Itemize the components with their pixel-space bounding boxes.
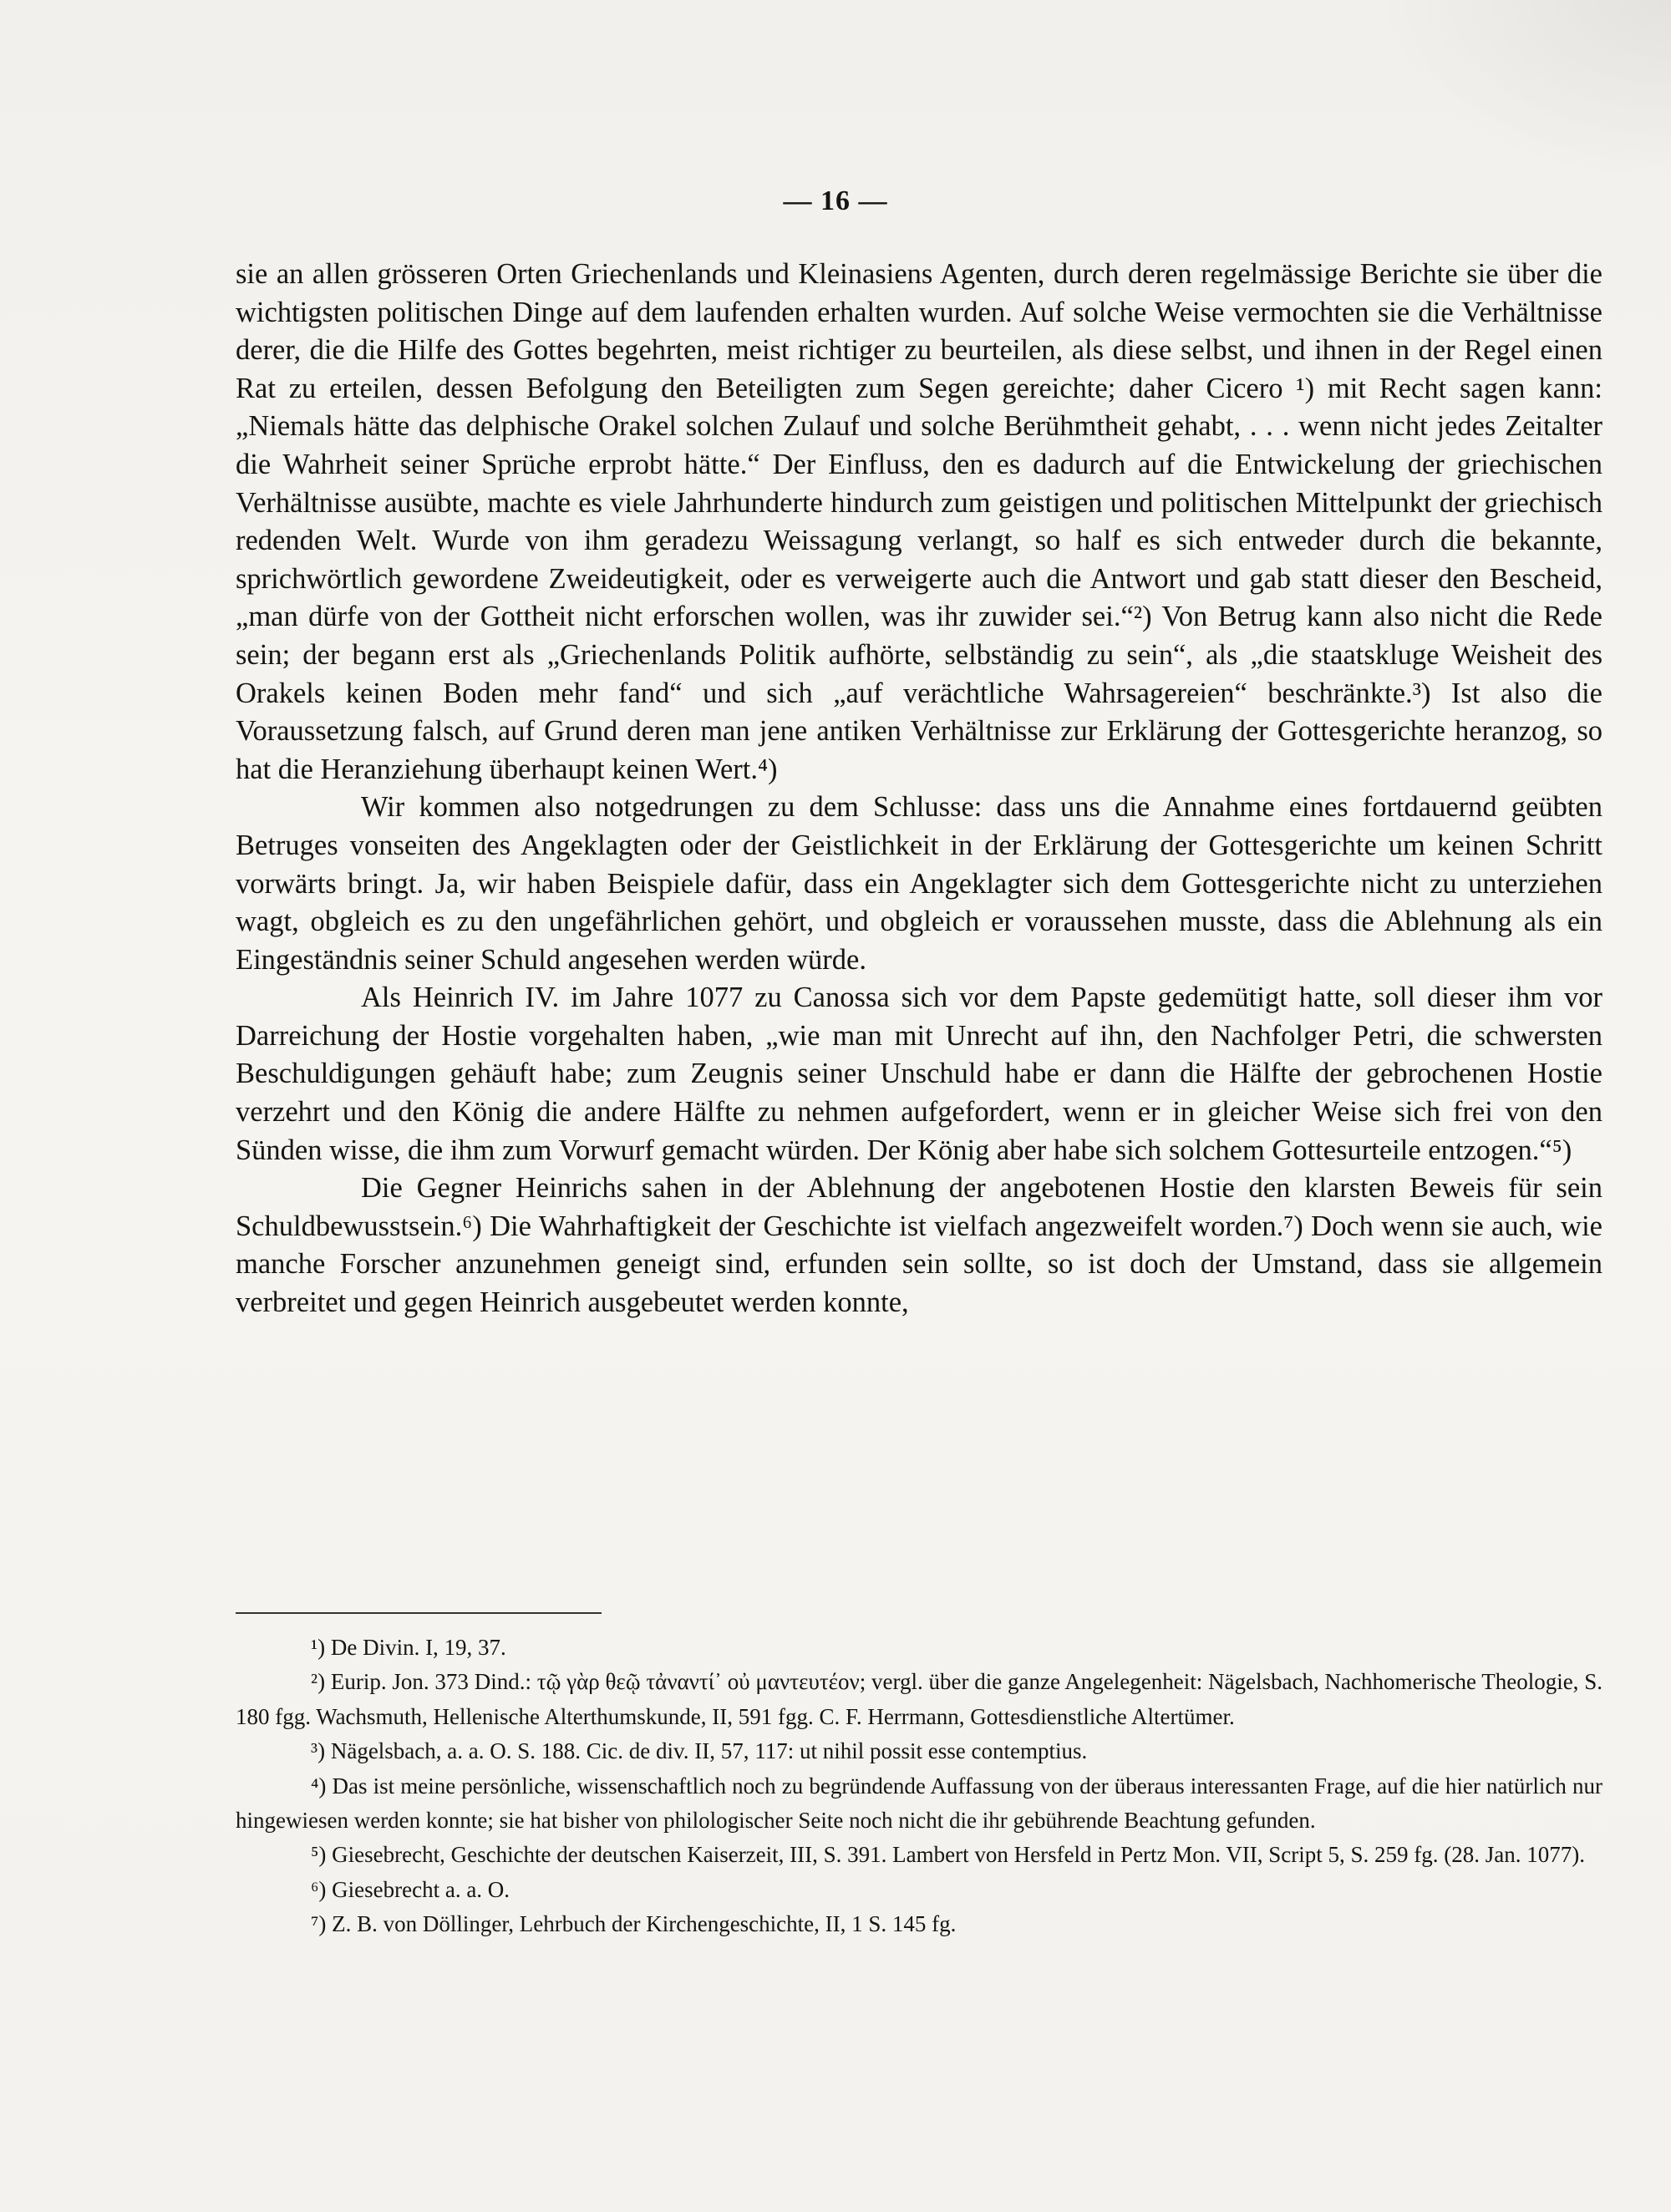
paragraph-1: sie an allen grösseren Orten Griechenlands und Kleinasiens Agenten, durch deren regelmässige Berichte sie über die wichtigsten politischen Dinge auf dem laufenden erhalten wurden. Auf solche Weise vermochten sie die Verhältnisse derer, die die Hilfe des Gottes begehrten, meist richtiger zu beurteilen, als diese selbst, und ihnen in der Regel einen Rat zu erteilen, dessen Befolgung den Beteiligten zum Segen gereichte; daher Cicero ¹) mit Recht sagen kann: „Niemals hätte das delphische Orakel solchen Zulauf und solche Berühmtheit gehabt, . . . wenn nicht jedes Zeitalter die Wahrheit seiner Sprüche erprobt hätte.“ Der Einfluss, den es dadurch auf die Entwickelung der griechischen Verhältnisse ausübte, machte es viele Jahrhunderte hindurch zum geistigen und politischen Mittelpunkt der griechisch redenden Welt. Wurde von ihm geradezu Weissagung verlangt, so half es sich entweder durch die bekannte, sprichwörtlich gewordene Zweideutigkeit, oder es verweigerte auch die Antwort und gab statt dieser den Bescheid, „man dürfe von der Gottheit nicht erforschen wollen, was ihr zuwider sei.“²) Von Betrug kann also nicht die Rede sein; der begann erst als „Griechenlands Politik aufhörte, selbständig zu sein“, als „die staatskluge Weisheit des Orakels keinen Boden mehr fand“ und sich „auf verächtliche Wahrsagereien“ beschränkte.³) Ist also die Voraussetzung falsch, auf Grund deren man jene antiken Verhältnisse zur Erklärung der Gottesgerichte heranzog, so hat die Heranziehung überhaupt keinen Wert.⁴)	[236, 258, 1602, 785]
footnote-3: ³) Nägelsbach, a. a. O. S. 188. Cic. de div. II, 57, 117: ut nihil possit esse contemptius.	[311, 1738, 1088, 1764]
footnote-7: ⁷) Z. B. von Döllinger, Lehrbuch der Kirchengeschichte, II, 1 S. 145 fg.	[311, 1911, 957, 1937]
footnote-2: ²) Eurip. Jon. 373 Dind.: τῷ γὰρ θεῷ τἀναντί᾽ οὐ μαντευτέον; vergl. über die ganze Angelegenheit: Nägelsbach, Nachhomerische Theologie, S. 180 fgg. Wachsmuth, Hellenische Alterthumskunde, II, 591 fgg. C. F. Herrmann, Gottesdienstliche Altertümer.	[236, 1669, 1602, 1729]
paragraph-2: Wir kommen also notgedrungen zu dem Schlusse: dass uns die Annahme eines fortdauernd geübten Betruges vonseiten des Angeklagten oder der Geistlichkeit in der Erklärung der Gottesgerichte um keinen Schritt vorwärts bringt. Ja, wir haben Beispiele dafür, dass ein Angeklagter sich dem Gottesgerichte nicht zu unterziehen wagt, obgleich es zu den ungefährlichen gehört, und obgleich er voraussehen musste, dass die Ablehnung als ein Eingeständnis seiner Schuld angesehen werden würde.	[236, 791, 1602, 976]
footnotes	[236, 1631, 1602, 1942]
main-text	[236, 256, 1602, 1322]
paragraph-3: Als Heinrich IV. im Jahre 1077 zu Canossa sich vor dem Papste gedemütigt hatte, soll dieser ihm vor Darreichung der Hostie vorgehalten haben, „wie man mit Unrecht auf ihn, den Nachfolger Petri, die schwersten Beschuldigungen gehäuft habe; zum Zeugnis seiner Unschuld habe er dann die Hälfte der gebrochenen Hostie verzehrt und den König die andere Hälfte zu nehmen aufgefordert, wenn er in gleicher Weise sich frei von den Sünden wisse, die ihm zum Vorwurf gemacht würden. Der König aber habe sich solchem Gottesurteile entzogen.“⁵)	[236, 982, 1602, 1166]
footnote-divider	[236, 1612, 602, 1614]
footnote-4: ⁴) Das ist meine persönliche, wissenschaftlich noch zu begründende Auffassung von der überaus interessanten Frage, auf die hier natürlich nur hingewiesen werden konnte; sie hat bisher von philologischer Seite noch nicht die ihr gebührende Beachtung gefunden.	[236, 1773, 1602, 1834]
footnote-6: ⁶) Giesebrecht a. a. O.	[311, 1876, 510, 1902]
paragraph-4: Die Gegner Heinrichs sahen in der Ablehnung der angebotenen Hostie den klarsten Beweis für sein Schuldbewusstsein.⁶) Die Wahrhaftigkeit der Geschichte ist vielfach angezweifelt worden.⁷) Doch wenn sie auch, wie manche Forscher anzunehmen geneigt sind, erfunden sein sollte, so ist doch der Umstand, dass sie allgemein verbreitet und gegen Heinrich ausgebeutet werden konnte,	[236, 1172, 1602, 1319]
scan-shadow	[1370, 0, 1671, 184]
footnote-5: ⁵) Giesebrecht, Geschichte der deutschen Kaiserzeit, III, S. 391. Lambert von Hersfeld in Pertz Mon. VII, Script 5, S. 259 fg. (28. Jan. 1077).	[311, 1842, 1586, 1868]
footnote-1: ¹) De Divin. I, 19, 37.	[311, 1635, 506, 1660]
page-number: — 16 —	[783, 185, 888, 216]
